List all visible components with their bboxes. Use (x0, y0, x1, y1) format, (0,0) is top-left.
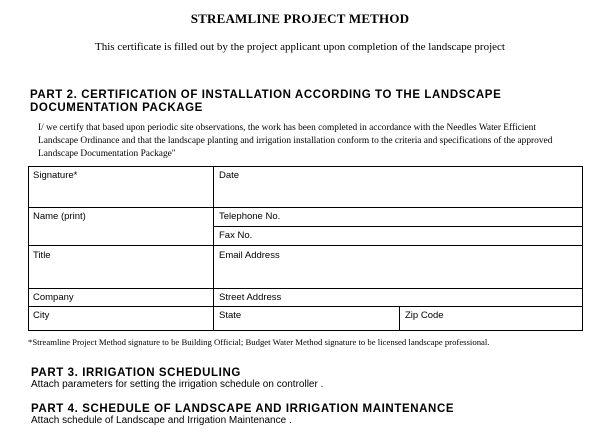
part2-body-line1: I/ we certify that based upon periodic site observations, the work has been completed in accordance with the Needles Water Efficient (38, 123, 536, 133)
signature-field[interactable]: Signature* (33, 170, 78, 181)
part3-body: Attach parameters for setting the irrigation schedule on controller . (31, 379, 324, 390)
company-field[interactable]: Company (33, 292, 74, 303)
email-field[interactable]: Email Address (219, 250, 280, 261)
signature-footnote: *Streamline Project Method signature to be Building Official; Budget Water Method signature to be licensed landscape professional. (28, 337, 490, 347)
date-field[interactable]: Date (219, 170, 240, 181)
part2-heading (30, 89, 570, 115)
part2-certification-text (38, 122, 578, 161)
form-column-divider (213, 167, 214, 330)
telephone-field[interactable]: Telephone No. (219, 211, 281, 222)
part2-heading-line1: PART 2. CERTIFICATION OF INSTALLATION ACCORDING TO THE LANDSCAPE (30, 89, 502, 101)
form-row-divider (29, 245, 582, 246)
part2-heading-line2: DOCUMENTATION PACKAGE (30, 102, 203, 114)
state-field[interactable]: State (219, 310, 242, 321)
part4-body: Attach schedule of Landscape and Irrigation Maintenance . (31, 415, 292, 426)
form-row-divider (29, 207, 582, 208)
title-field[interactable]: Title (33, 250, 51, 261)
form-row-divider (29, 288, 582, 289)
form-row-divider (213, 226, 582, 227)
page-title: STREAMLINE PROJECT METHOD (190, 11, 410, 26)
part2-body-line3: Landscape Documentation Package" (38, 149, 176, 159)
part2-body-line2: Landscape Ordinance and that the landscape planting and irrigation installation conform to the criteria and specifications of the approved (38, 136, 553, 146)
street-address-field[interactable]: Street Address (219, 292, 282, 303)
certification-form (28, 166, 583, 331)
fax-field[interactable]: Fax No. (219, 230, 253, 241)
page-subtitle: This certificate is filled out by the project applicant upon completion of the landscape project (95, 41, 505, 53)
part3-heading: PART 3. IRRIGATION SCHEDULING (31, 367, 241, 379)
form-column-divider (399, 306, 400, 330)
city-field[interactable]: City (33, 310, 50, 321)
name-field[interactable]: Name (print) (33, 211, 86, 222)
zip-code-field[interactable]: Zip Code (405, 310, 444, 321)
part4-heading: PART 4. SCHEDULE OF LANDSCAPE AND IRRIGATION MAINTENANCE (31, 403, 455, 415)
form-row-divider (29, 306, 582, 307)
